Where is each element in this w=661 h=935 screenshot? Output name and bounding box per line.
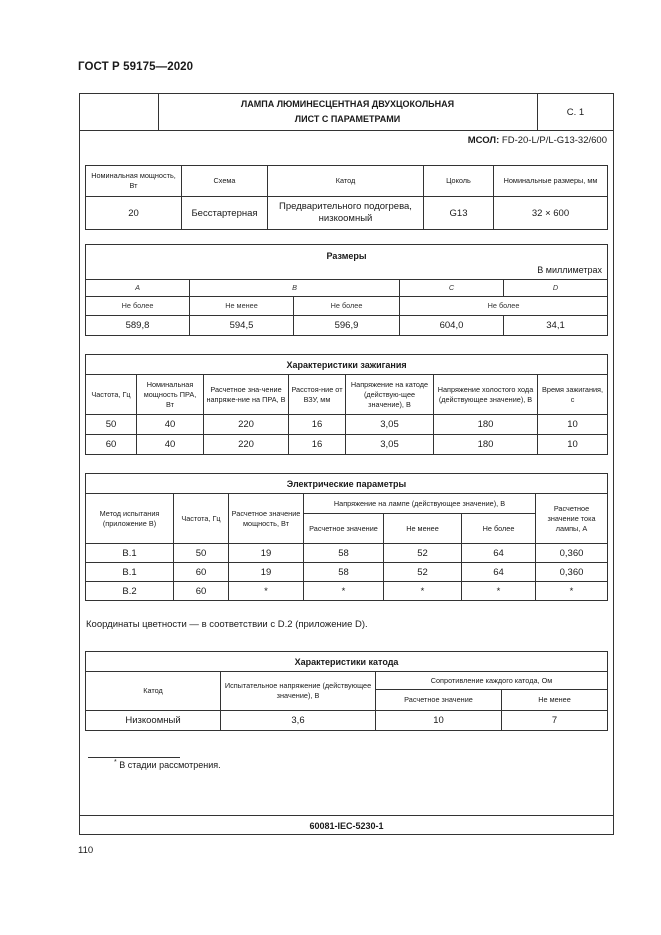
- table-cell: 16: [289, 435, 346, 455]
- table-cell: G13: [424, 197, 494, 230]
- dimension-letter: B: [190, 280, 400, 297]
- table-header: Номинальная мощность, Вт: [86, 166, 182, 197]
- table-cell: Низкоомный: [86, 711, 221, 731]
- dimension-letter: A: [86, 280, 190, 297]
- header-divider: [80, 130, 614, 131]
- dimensions-title-cell: [86, 245, 608, 280]
- table-cell: *: [384, 582, 462, 601]
- table-cell: В.1: [86, 563, 174, 582]
- dimension-limit: Не менее: [190, 297, 294, 316]
- dimension-limit: Не более: [400, 297, 608, 316]
- table-cell: 0,360: [536, 563, 608, 582]
- table-cell: 16: [289, 415, 346, 435]
- table-header: Схема: [182, 166, 268, 197]
- table-header: Частота, Гц: [174, 494, 229, 544]
- table-header: Катод: [86, 672, 221, 711]
- table-header: Расчетное значение тока лампы, А: [536, 494, 608, 544]
- table-cell: 52: [384, 563, 462, 582]
- mcol-code: [468, 135, 607, 146]
- table-cell: 58: [304, 544, 384, 563]
- sheet-title-line2: ЛИСТ С ПАРАМЕТРАМИ: [294, 114, 401, 124]
- table-cell: 0,360: [536, 544, 608, 563]
- table-cell: 19: [229, 544, 304, 563]
- table-header: Метод испытания (приложение В): [86, 494, 174, 544]
- table-header: Напряжение на лампе (действующее значение), В: [304, 494, 536, 514]
- table-cell: 40: [137, 415, 204, 435]
- electrical-title: Электрические параметры: [86, 474, 608, 494]
- table-cell: 3,05: [346, 435, 434, 455]
- table-cell: 180: [434, 435, 538, 455]
- table-cell: 20: [86, 197, 182, 230]
- table-header: Цоколь: [424, 166, 494, 197]
- table-cell: 60: [86, 435, 137, 455]
- table-header: Напряжение на катоде (действую-щее значение), В: [346, 375, 434, 415]
- footnote-separator: [88, 757, 180, 758]
- table-header: Катод: [268, 166, 424, 197]
- color-coordinates-note: Координаты цветности — в соответствии с D.2 (приложение D).: [86, 619, 368, 630]
- table-header: Не более: [462, 514, 536, 544]
- table-header: Расчетное значение мощность, Вт: [229, 494, 304, 544]
- table-cell: 19: [229, 563, 304, 582]
- table-header: Частота, Гц: [86, 375, 137, 415]
- table-cell: 10: [538, 415, 608, 435]
- table-cell: 10: [538, 435, 608, 455]
- table-header: Сопротивление каждого катода, Ом: [376, 672, 608, 690]
- table-header: Расчетное зна-чение напряже-ние на ПРА, В: [204, 375, 289, 415]
- table-cell: 7: [502, 711, 608, 731]
- table-cell: 40: [137, 435, 204, 455]
- table-cell: Предварительного подогрева, низкоомный: [268, 197, 424, 230]
- table-cell: 32 × 600: [494, 197, 608, 230]
- table-header: Не менее: [384, 514, 462, 544]
- dimension-letter: D: [504, 280, 608, 297]
- electrical-table: [85, 473, 608, 601]
- footnote: [114, 759, 221, 770]
- dimension-value: 589,8: [86, 316, 190, 336]
- mcol-value: FD-20-L/P/L-G13-32/600: [501, 135, 607, 146]
- table-cell: 64: [462, 563, 536, 582]
- ignition-table: [85, 354, 608, 455]
- standard-number: ГОСТ Р 59175—2020: [78, 61, 194, 73]
- table-cell: В.2: [86, 582, 174, 601]
- table-cell: 64: [462, 544, 536, 563]
- table-cell: 52: [384, 544, 462, 563]
- table-cell: 180: [434, 415, 538, 435]
- table-header: Не менее: [502, 690, 608, 711]
- dimension-letter: C: [400, 280, 504, 297]
- table-cell: 60: [174, 582, 229, 601]
- dimensions-title: Размеры: [326, 251, 367, 261]
- sheet-title: [158, 94, 537, 130]
- table-cell: В.1: [86, 544, 174, 563]
- dimension-limit: Не более: [294, 297, 400, 316]
- table-cell: *: [229, 582, 304, 601]
- sheet-page-code: С. 1: [566, 106, 585, 118]
- dimensions-table: [85, 244, 608, 336]
- dimension-limit: Не более: [86, 297, 190, 316]
- table-cell: 220: [204, 435, 289, 455]
- table-cell: 50: [174, 544, 229, 563]
- table-header: Номинальные размеры, мм: [494, 166, 608, 197]
- footnote-text: В стадии рассмотрения.: [119, 760, 221, 770]
- dimension-value: 594,5: [190, 316, 294, 336]
- table-cell: 60: [174, 563, 229, 582]
- table-cell: 10: [376, 711, 502, 731]
- table-header: Напряжение холостого хода (действующее значение), В: [434, 375, 538, 415]
- table-cell: *: [304, 582, 384, 601]
- table-header: Испытательное напряжение (действующее значение), В: [221, 672, 376, 711]
- page-number: 110: [78, 845, 94, 856]
- cathode-table: [85, 651, 608, 731]
- footer-document-id: 60081-IEC-5230-1: [309, 820, 384, 831]
- ignition-title: Характеристики зажигания: [86, 355, 608, 375]
- footnote-mark: *: [114, 759, 117, 766]
- dimension-value: 34,1: [504, 316, 608, 336]
- table-header: Номинальная мощность ПРА, Вт: [137, 375, 204, 415]
- table-header: Время зажигания, с: [538, 375, 608, 415]
- table-header: Расчетное значение: [376, 690, 502, 711]
- sheet-title-line1: ЛАМПА ЛЮМИНЕСЦЕНТНАЯ ДВУХЦОКОЛЬНАЯ: [240, 99, 455, 109]
- table-cell: *: [462, 582, 536, 601]
- table-cell: Бесстартерная: [182, 197, 268, 230]
- dimensions-unit: В миллиметрах: [537, 265, 603, 275]
- general-table: [85, 165, 608, 230]
- table-header: Расстоя-ние от ВЗУ, мм: [289, 375, 346, 415]
- cathode-title: Характеристики катода: [86, 652, 608, 672]
- table-cell: *: [536, 582, 608, 601]
- table-cell: 58: [304, 563, 384, 582]
- dimension-value: 604,0: [400, 316, 504, 336]
- table-cell: 50: [86, 415, 137, 435]
- table-header: Расчетное значение: [304, 514, 384, 544]
- table-cell: 220: [204, 415, 289, 435]
- table-cell: 3,6: [221, 711, 376, 731]
- mcol-label: МСОЛ:: [467, 135, 500, 146]
- table-cell: 3,05: [346, 415, 434, 435]
- dimension-value: 596,9: [294, 316, 400, 336]
